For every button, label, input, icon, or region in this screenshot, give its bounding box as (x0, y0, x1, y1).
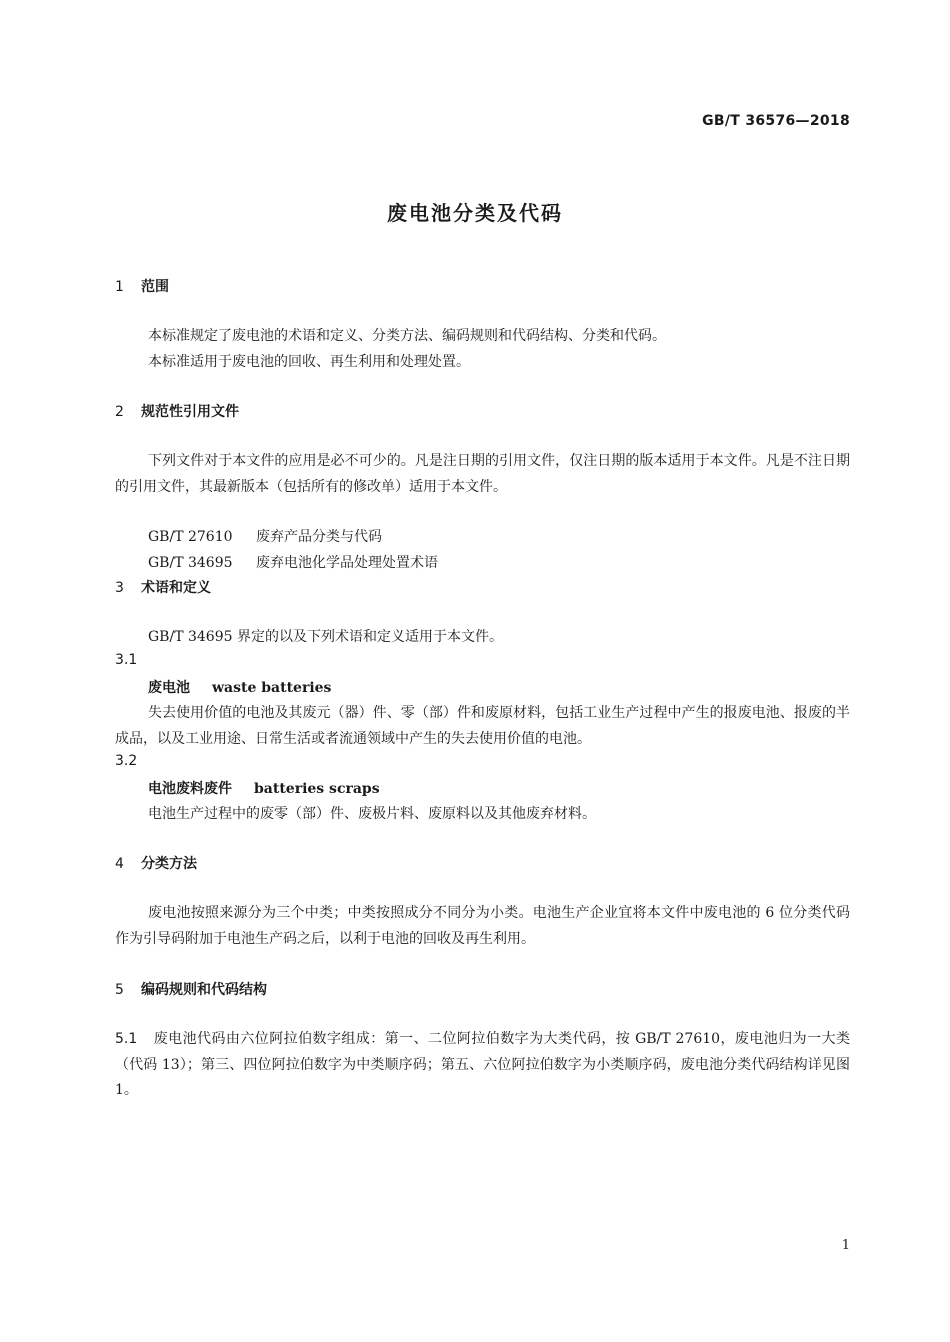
term-zh: 废电池 (148, 680, 190, 696)
normative-references-paragraph: 下列文件对于本文件的应用是必不可少的。凡是注日期的引用文件，仅注日期的版本适用于本文件。凡是不注日期的引用文件，其最新版本（包括所有的修改单）适用于本文件。 (115, 453, 850, 495)
section-1-title: 范围 (141, 279, 169, 295)
section-4-title: 分类方法 (141, 856, 197, 872)
section-5-heading (115, 979, 267, 999)
section-3-number: 3 (115, 580, 124, 596)
standard-number: GB/T 36576—2018 (702, 113, 850, 129)
reference-code: GB/T 34695 (148, 555, 233, 571)
section-3-heading (115, 577, 211, 597)
term-definition: 失去使用价值的电池及其废元（器）件、零（部）件和废原材料，包括工业生产过程中产生的报废电池、报废的半成品，以及工业用途、日常生活或者流通领域中产生的失去使用价值的电池。 (115, 705, 850, 747)
section-5-number: 5 (115, 982, 124, 998)
clause-text: 废电池代码由六位阿拉伯数字组成：第一、二位阿拉伯数字为大类代码，按 GB/T 27610，废电池归为一大类（代码 13）；第三、四位阿拉伯数字为中类顺序码；第五、六位阿拉伯数字为小类顺序码，废电池分类代码结构详见图 1。 (115, 1031, 850, 1098)
reference-item (148, 526, 382, 546)
term-zh: 电池废料废件 (148, 781, 232, 797)
section-4-number: 4 (115, 856, 124, 872)
terms-intro: GB/T 34695 界定的以及下列术语和定义适用于本文件。 (148, 629, 503, 645)
term-heading (148, 677, 331, 697)
document-title: 废电池分类及代码 (387, 201, 563, 225)
term-definition: 电池生产过程中的废零（部）件、废极片料、废原料以及其他废弃材料。 (148, 806, 596, 822)
clause-5-1-paragraph (115, 1027, 850, 1104)
section-3-title: 术语和定义 (141, 580, 211, 596)
reference-title: 废弃电池化学品处理处置术语 (256, 555, 438, 571)
term-number: 3.2 (115, 753, 138, 769)
reference-item (148, 552, 438, 572)
term-number: 3.1 (115, 652, 138, 668)
term-en: batteries scraps (254, 781, 380, 797)
section-1-number: 1 (115, 279, 124, 295)
section-1-heading (115, 276, 169, 296)
page-number: 1 (841, 1238, 850, 1253)
section-2-title: 规范性引用文件 (141, 404, 239, 420)
scope-line-2: 本标准适用于废电池的回收、再生利用和处理处置。 (148, 354, 470, 370)
term-heading (148, 778, 380, 798)
section-2-heading (115, 401, 239, 421)
section-5-title: 编码规则和代码结构 (141, 982, 267, 998)
reference-code: GB/T 27610 (148, 529, 233, 545)
scope-line-1: 本标准规定了废电池的术语和定义、分类方法、编码规则和代码结构、分类和代码。 (148, 328, 666, 344)
clause-number: 5.1 (115, 1031, 138, 1047)
classification-method-paragraph: 废电池按照来源分为三个中类；中类按照成分不同分为小类。电池生产企业宜将本文件中废电池的 6 位分类代码作为引导码附加于电池生产码之后，以利于电池的回收及再生利用。 (115, 905, 850, 947)
section-2-number: 2 (115, 404, 124, 420)
reference-title: 废弃产品分类与代码 (256, 529, 382, 545)
section-4-heading (115, 853, 197, 873)
term-en: waste batteries (212, 680, 332, 696)
